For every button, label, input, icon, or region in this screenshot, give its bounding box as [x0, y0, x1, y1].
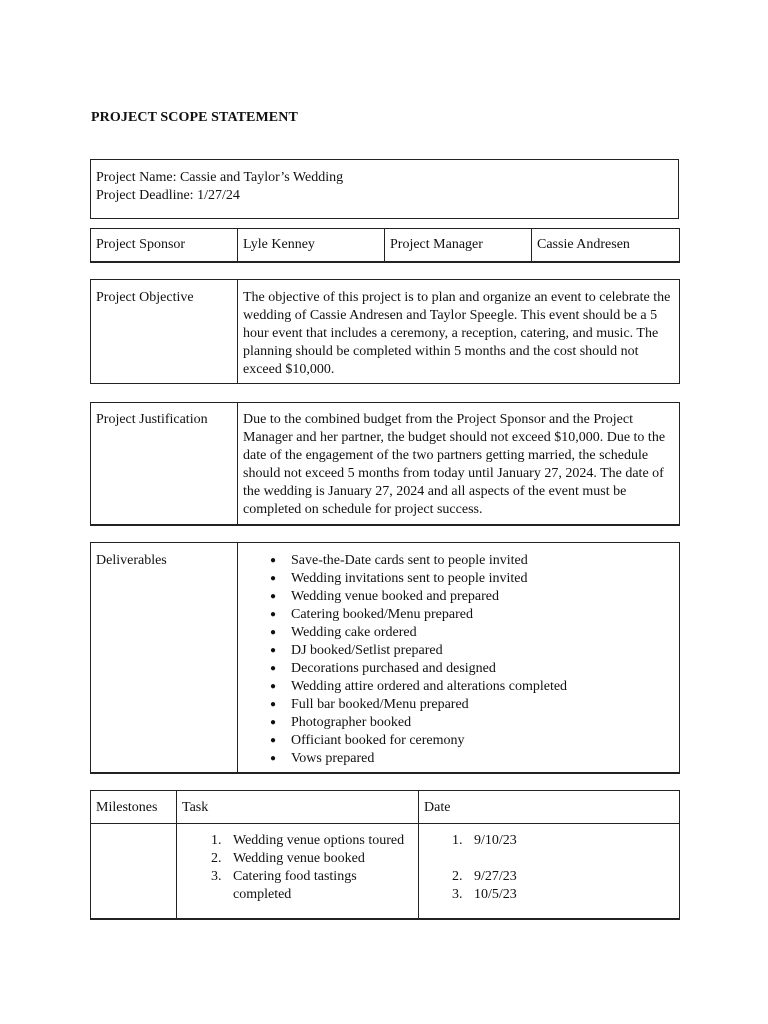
list-item: ● Wedding venue booked and prepared: [291, 588, 674, 606]
list-item: ● Photographer booked: [291, 714, 674, 732]
justification-table: [90, 402, 680, 526]
justification-text: Due to the combined budget from the Project Sponsor and the Project Manager and her partner, the budget should not exceed $10,000. Due to the date of the engagement of the two partners getting married, the schedule should not exceed 5 months from today until January 27, 2024. The date of the wedding is January 27, 2024 and all aspects of the event must be completed on schedule for project success.: [238, 403, 680, 526]
project-info-cell: [91, 160, 679, 219]
objective-text: The objective of this project is to plan and organize an event to celebrate the wedding of Cassie Andresen and Taylor Speegle. This event should be a 5 hour event that includes a ceremony, a reception, catering, and music. The planning should be completed within 5 months and the cost should not exceed $10,000.: [238, 280, 680, 384]
list-item: ● Catering booked/Menu prepared: [291, 606, 674, 624]
list-item: ● Officiant booked for ceremony: [291, 732, 674, 750]
project-name: Project Name: Cassie and Taylor’s Wedding: [96, 170, 344, 185]
list-item: ● Decorations purchased and designed: [291, 660, 674, 678]
list-item: Wedding venue booked: [233, 851, 365, 866]
people-table: [90, 228, 680, 263]
deliverables-table: [90, 542, 680, 774]
list-item: 9/27/23: [474, 869, 517, 884]
list-item: 9/10/23: [474, 833, 517, 848]
page-title: PROJECT SCOPE STATEMENT: [91, 110, 298, 125]
list-item: ● Vows prepared: [291, 750, 674, 768]
date-list-cell: [419, 824, 680, 920]
manager-label: Project Manager: [385, 229, 532, 263]
sponsor-value: Lyle Kenney: [238, 229, 385, 263]
task-header: Task: [177, 791, 419, 824]
manager-value: Cassie Andresen: [532, 229, 680, 263]
deliverables-list-cell: [238, 543, 680, 774]
list-item: ● DJ booked/Setlist prepared: [291, 642, 674, 660]
milestones-table: [90, 790, 680, 920]
date-header: Date: [419, 791, 680, 824]
milestones-empty-cell: [91, 824, 177, 920]
list-item: ● Wedding cake ordered: [291, 624, 674, 642]
objective-label: Project Objective: [91, 280, 238, 384]
list-item: Catering food tastings completed: [233, 869, 357, 902]
list-item: Wedding venue options toured: [233, 833, 405, 848]
task-list-cell: [177, 824, 419, 920]
milestones-label: Milestones: [91, 791, 177, 824]
justification-label: Project Justification: [91, 403, 238, 526]
list-item: 10/5/23: [474, 887, 517, 902]
sponsor-label: Project Sponsor: [91, 229, 238, 263]
list-item: ● Wedding attire ordered and alterations completed: [291, 678, 674, 696]
date-list: [424, 832, 674, 904]
objective-table: [90, 279, 680, 384]
project-info-table: [90, 159, 679, 219]
project-deadline: Project Deadline: 1/27/24: [96, 188, 240, 203]
list-item: ● Full bar booked/Menu prepared: [291, 696, 674, 714]
list-item: ● Save-the-Date cards sent to people invited: [291, 552, 674, 570]
deliverables-list: [243, 552, 674, 768]
task-list: [182, 832, 413, 904]
deliverables-label: Deliverables: [91, 543, 238, 774]
list-item: ● Wedding invitations sent to people invited: [291, 570, 674, 588]
